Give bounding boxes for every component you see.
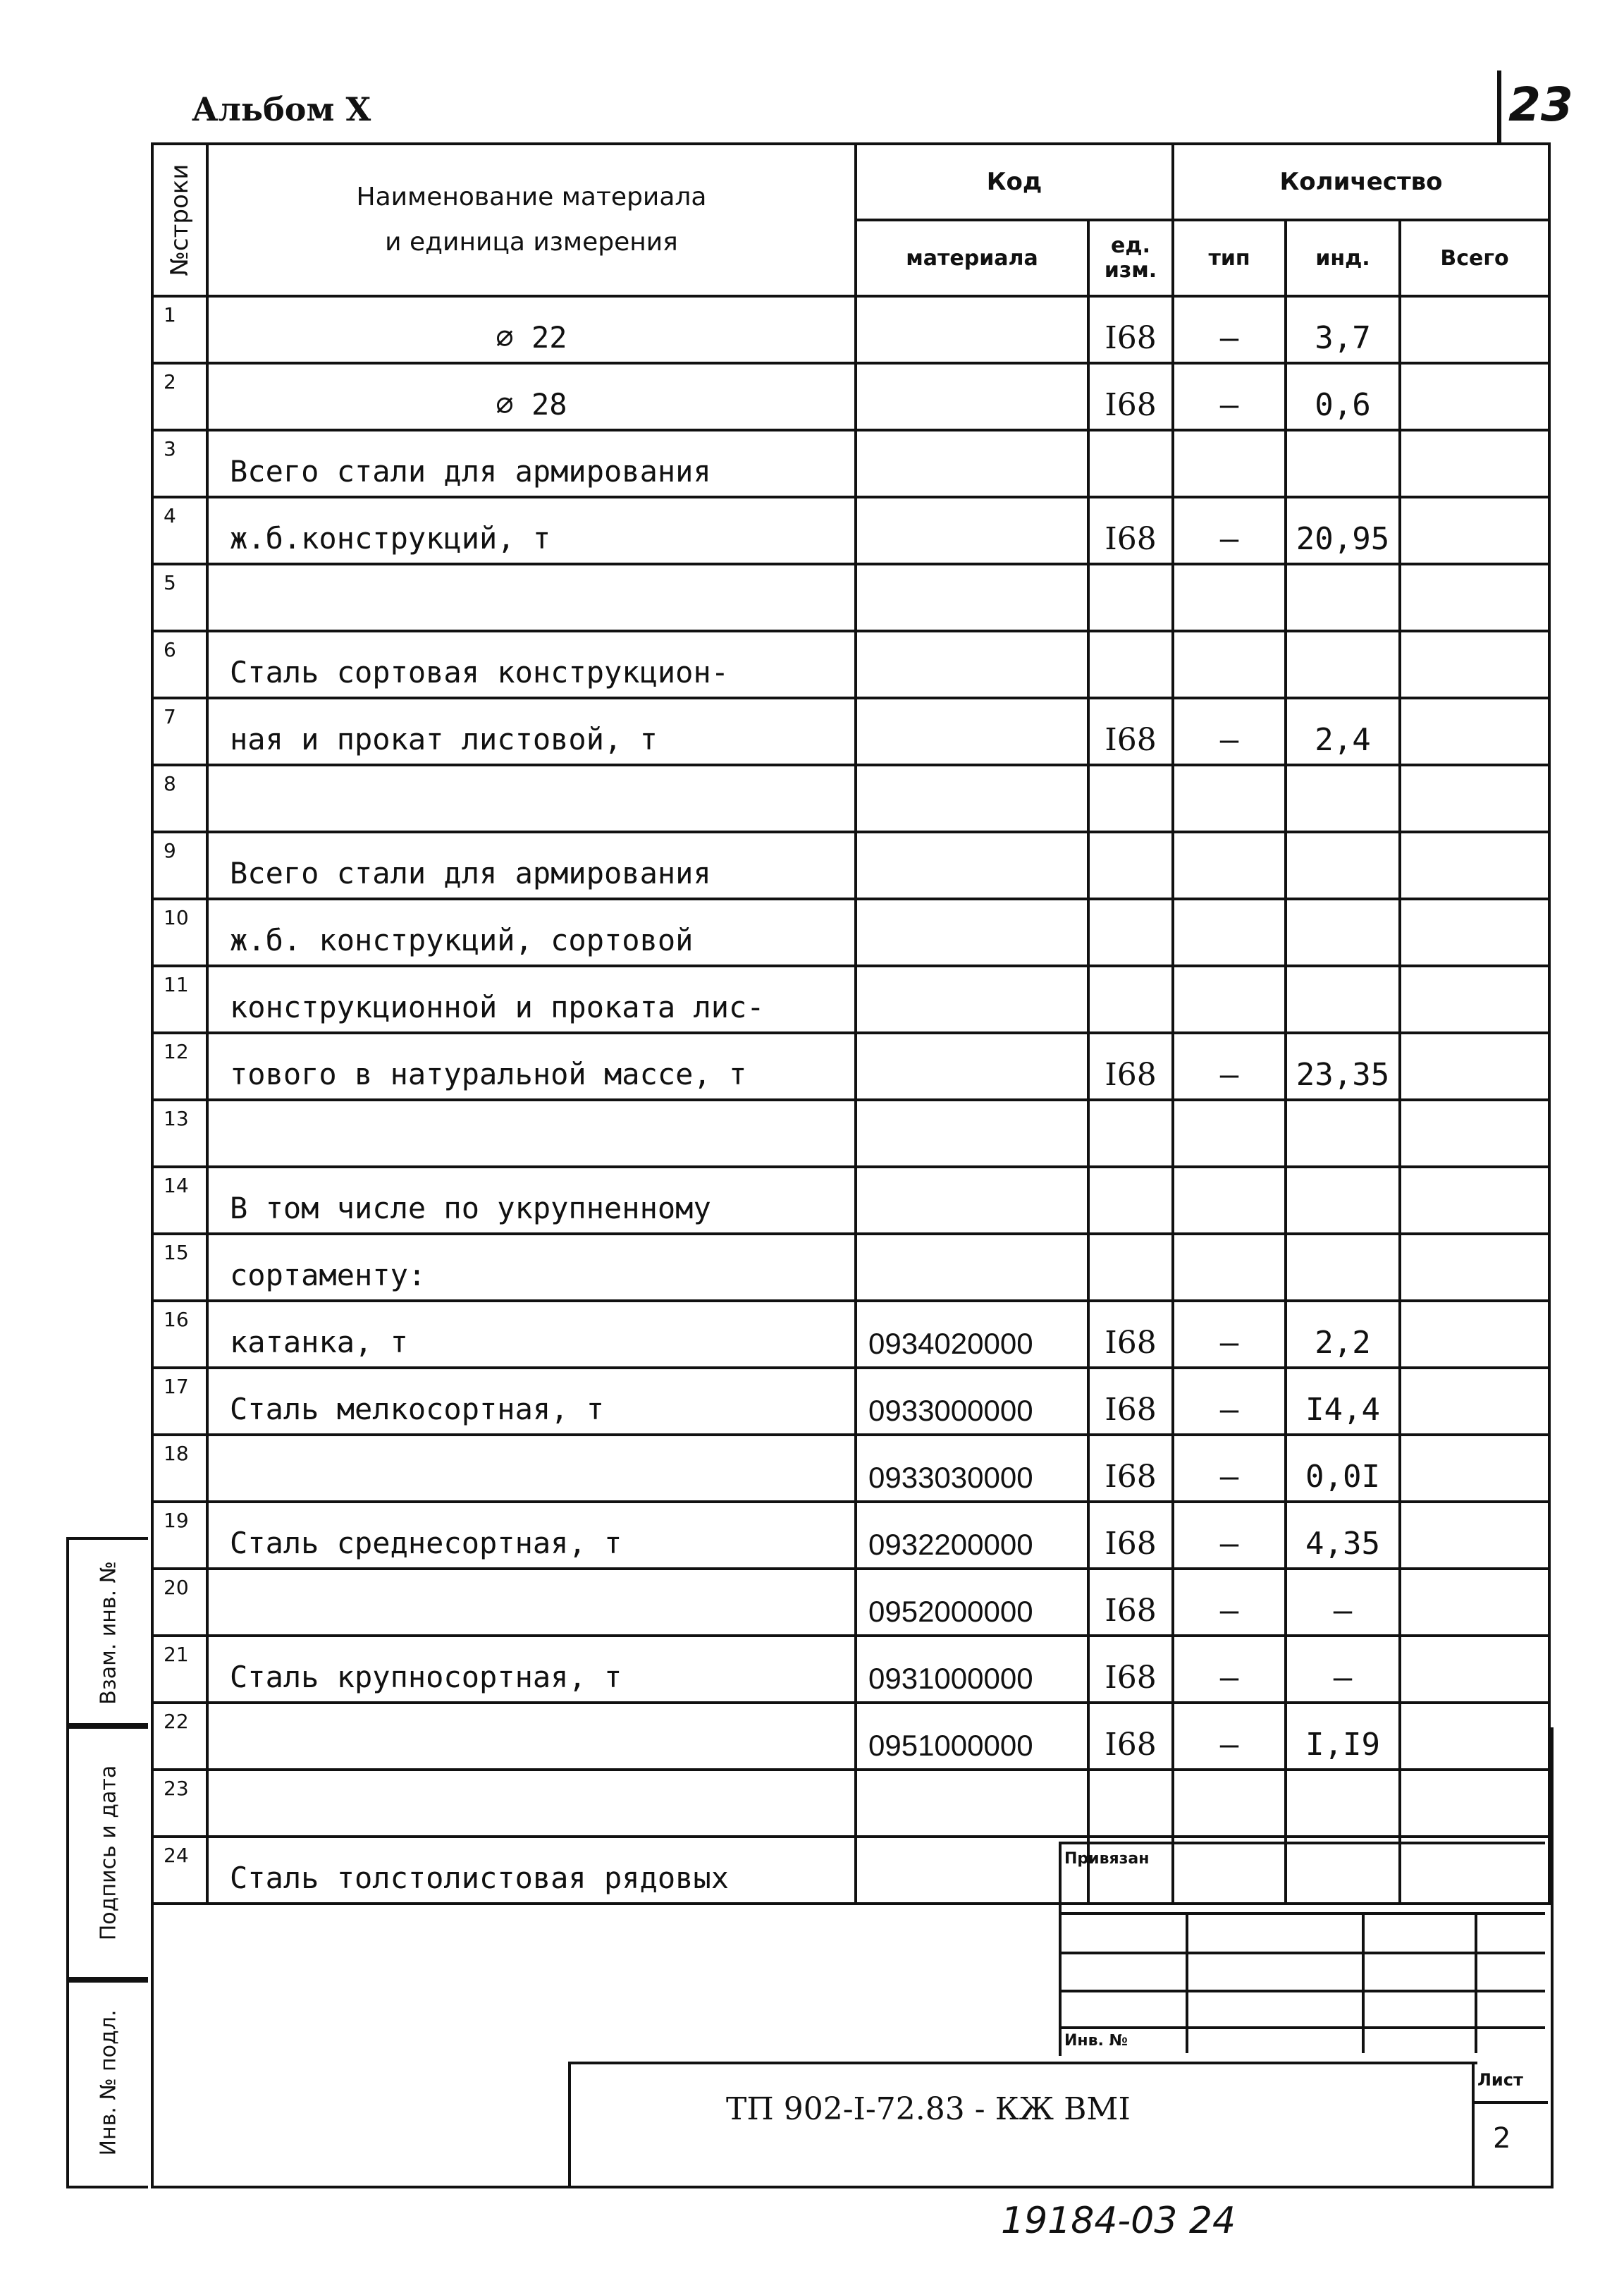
row-material-code: 0934020000 — [856, 1301, 1088, 1368]
row-total — [1400, 631, 1549, 698]
row-type — [1173, 765, 1286, 832]
row-type: – — [1173, 1033, 1286, 1100]
row-name: ная и прокат листовой, т — [207, 698, 856, 765]
row-total — [1400, 430, 1549, 497]
row-material-code — [856, 430, 1088, 497]
sheet-label: Лист — [1477, 2070, 1523, 2090]
row-total — [1400, 1100, 1549, 1167]
header-qty-group: Количество — [1173, 144, 1549, 220]
row-unit: I68 — [1088, 1703, 1173, 1770]
header-name-line2: и единица измерения — [385, 228, 678, 257]
table-row — [152, 698, 1549, 765]
row-unit: I68 — [1088, 1033, 1173, 1100]
row-material-code: 0952000000 — [856, 1569, 1088, 1636]
row-type — [1173, 1167, 1286, 1234]
table-row — [152, 1569, 1549, 1636]
row-ind: 2,2 — [1286, 1301, 1400, 1368]
table-row — [152, 899, 1549, 966]
row-number: 24 — [152, 1837, 207, 1904]
row-material-code — [856, 497, 1088, 564]
row-total — [1400, 698, 1549, 765]
row-name: конструкционной и проката лис- — [207, 966, 856, 1033]
document-code: ТП 902-I-72.83 - КЖ ВМI — [726, 2091, 1131, 2127]
row-number: 14 — [152, 1167, 207, 1234]
row-name: Всего стали для армирования — [207, 430, 856, 497]
row-number: 10 — [152, 899, 207, 966]
row-name — [207, 1100, 856, 1167]
row-unit — [1088, 1100, 1173, 1167]
row-total — [1400, 1301, 1549, 1368]
row-unit — [1088, 899, 1173, 966]
row-ind: – — [1286, 1636, 1400, 1703]
row-type — [1173, 899, 1286, 966]
stamp-vline — [1362, 1912, 1365, 2053]
header-name-line1: Наименование материала — [356, 183, 707, 212]
row-type: – — [1173, 1636, 1286, 1703]
side-cell-podpis — [66, 1723, 148, 1983]
row-ind: 0,0I — [1286, 1435, 1400, 1502]
row-type — [1173, 1234, 1286, 1301]
row-ind — [1286, 1234, 1400, 1301]
row-total — [1400, 1234, 1549, 1301]
row-total — [1400, 832, 1549, 899]
row-ind — [1286, 832, 1400, 899]
row-number: 6 — [152, 631, 207, 698]
row-total — [1400, 296, 1549, 363]
row-total — [1400, 765, 1549, 832]
row-name: Сталь среднесортная, т — [207, 1502, 856, 1569]
row-ind — [1286, 631, 1400, 698]
row-name: сортаменту: — [207, 1234, 856, 1301]
row-name: ∅ 22 — [207, 296, 856, 363]
row-material-code — [856, 966, 1088, 1033]
row-ind: 2,4 — [1286, 698, 1400, 765]
row-unit — [1088, 765, 1173, 832]
row-number: 7 — [152, 698, 207, 765]
table-row — [152, 296, 1549, 363]
row-number: 11 — [152, 966, 207, 1033]
row-total — [1400, 564, 1549, 631]
row-material-code: 0951000000 — [856, 1703, 1088, 1770]
side-label-podpis: Подпись и дата — [96, 1765, 121, 1941]
table-row — [152, 765, 1549, 832]
table-row — [152, 430, 1549, 497]
binding-stamp — [1059, 1842, 1548, 2062]
stamp-line — [1059, 1952, 1545, 1954]
row-type: – — [1173, 1703, 1286, 1770]
table-row — [152, 1636, 1549, 1703]
row-ind — [1286, 1100, 1400, 1167]
row-unit: I68 — [1088, 698, 1173, 765]
side-cell-vzam — [66, 1537, 148, 1729]
stamp-vline — [1475, 1912, 1477, 2053]
row-unit — [1088, 966, 1173, 1033]
row-material-code: 0932200000 — [856, 1502, 1088, 1569]
stamp-line — [1059, 2026, 1545, 2029]
row-material-code: 0931000000 — [856, 1636, 1088, 1703]
row-number: 3 — [152, 430, 207, 497]
row-number: 1 — [152, 296, 207, 363]
header-rownum-label: №строки — [166, 164, 194, 276]
row-ind: I,I9 — [1286, 1703, 1400, 1770]
row-ind: 20,95 — [1286, 497, 1400, 564]
row-total — [1400, 1033, 1549, 1100]
stamp-outline — [1059, 1842, 1545, 2056]
row-material-code — [856, 1033, 1088, 1100]
row-number: 18 — [152, 1435, 207, 1502]
row-type — [1173, 832, 1286, 899]
row-unit — [1088, 832, 1173, 899]
row-number: 9 — [152, 832, 207, 899]
row-material-code: 0933030000 — [856, 1435, 1088, 1502]
row-total — [1400, 966, 1549, 1033]
row-material-code — [856, 1100, 1088, 1167]
table-row — [152, 564, 1549, 631]
row-total — [1400, 1435, 1549, 1502]
row-name — [207, 1435, 856, 1502]
row-ind: 0,6 — [1286, 363, 1400, 430]
row-unit: I68 — [1088, 296, 1173, 363]
side-label-inv: Инв. № подл. — [96, 2009, 121, 2156]
table-row — [152, 1033, 1549, 1100]
row-total — [1400, 497, 1549, 564]
side-label-vzam: Взам. инв. № — [96, 1561, 121, 1705]
row-number: 15 — [152, 1234, 207, 1301]
row-material-code — [856, 296, 1088, 363]
stamp-privyazan: Привязан — [1064, 1850, 1150, 1868]
row-ind — [1286, 564, 1400, 631]
row-name: Всего стали для армирования — [207, 832, 856, 899]
row-total — [1400, 1636, 1549, 1703]
row-number: 4 — [152, 497, 207, 564]
sheet-divider — [1472, 2101, 1548, 2104]
row-name: В том числе по укрупненному — [207, 1167, 856, 1234]
row-total — [1400, 363, 1549, 430]
row-ind — [1286, 966, 1400, 1033]
row-ind — [1286, 430, 1400, 497]
stamp-line — [1059, 1990, 1545, 1992]
row-name — [207, 1569, 856, 1636]
row-unit — [1088, 1234, 1173, 1301]
row-material-code — [856, 631, 1088, 698]
row-number: 23 — [152, 1770, 207, 1837]
table-row — [152, 1368, 1549, 1435]
table-row — [152, 363, 1549, 430]
row-type: – — [1173, 497, 1286, 564]
row-unit — [1088, 564, 1173, 631]
row-type: – — [1173, 698, 1286, 765]
row-total — [1400, 1502, 1549, 1569]
row-type — [1173, 631, 1286, 698]
row-name — [207, 564, 856, 631]
table-row — [152, 832, 1549, 899]
row-number: 22 — [152, 1703, 207, 1770]
table-row — [152, 1234, 1549, 1301]
row-type: – — [1173, 363, 1286, 430]
row-material-code — [856, 363, 1088, 430]
table-row — [152, 631, 1549, 698]
row-unit: I68 — [1088, 497, 1173, 564]
album-title: Альбом X — [192, 90, 371, 128]
row-type — [1173, 430, 1286, 497]
row-unit: I68 — [1088, 363, 1173, 430]
row-material-code — [856, 698, 1088, 765]
row-total — [1400, 1368, 1549, 1435]
row-type: – — [1173, 1569, 1286, 1636]
row-type: – — [1173, 1368, 1286, 1435]
stamp-vline — [1186, 1912, 1188, 2053]
row-ind: I4,4 — [1286, 1368, 1400, 1435]
row-name: Сталь толстолистовая рядовых — [207, 1837, 856, 1904]
row-name: ж.б. конструкций, сортовой — [207, 899, 856, 966]
table-row — [152, 1301, 1549, 1368]
row-number: 21 — [152, 1636, 207, 1703]
row-ind — [1286, 1167, 1400, 1234]
side-cell-inv — [66, 1977, 148, 2188]
materials-table — [151, 142, 1551, 1905]
sheet-number: 2 — [1493, 2122, 1511, 2155]
row-material-code: 0933000000 — [856, 1368, 1088, 1435]
row-ind: 4,35 — [1286, 1502, 1400, 1569]
row-type: – — [1173, 296, 1286, 363]
row-name: Сталь мелкосортная, т — [207, 1368, 856, 1435]
row-material-code — [856, 1167, 1088, 1234]
row-number: 20 — [152, 1569, 207, 1636]
row-ind — [1286, 765, 1400, 832]
row-ind: – — [1286, 1569, 1400, 1636]
row-unit: I68 — [1088, 1569, 1173, 1636]
row-material-code — [856, 1234, 1088, 1301]
row-unit: I68 — [1088, 1368, 1173, 1435]
stamp-line — [1059, 1912, 1545, 1915]
row-unit — [1088, 1167, 1173, 1234]
row-number: 16 — [152, 1301, 207, 1368]
row-number: 17 — [152, 1368, 207, 1435]
row-unit — [1088, 430, 1173, 497]
row-type: – — [1173, 1435, 1286, 1502]
header-material-code: материала — [856, 220, 1088, 296]
row-total — [1400, 1569, 1549, 1636]
header-unit: ед. изм. — [1088, 220, 1173, 296]
header-rownum — [152, 144, 207, 296]
header-ind: инд. — [1286, 220, 1400, 296]
page-number-bar — [1497, 71, 1501, 142]
row-type — [1173, 1100, 1286, 1167]
stamp-inv-no: Инв. № — [1064, 2032, 1128, 2050]
row-name: катанка, т — [207, 1301, 856, 1368]
row-number: 8 — [152, 765, 207, 832]
row-material-code — [856, 765, 1088, 832]
row-type — [1173, 966, 1286, 1033]
row-number: 19 — [152, 1502, 207, 1569]
row-unit: I68 — [1088, 1502, 1173, 1569]
page-number: 23 — [1508, 78, 1573, 132]
row-type: – — [1173, 1502, 1286, 1569]
header-name — [207, 144, 856, 296]
row-name: ж.б.конструкций, т — [207, 497, 856, 564]
row-total — [1400, 899, 1549, 966]
row-type — [1173, 564, 1286, 631]
row-name: Сталь крупносортная, т — [207, 1636, 856, 1703]
header-total: Всего — [1400, 220, 1549, 296]
row-name: тового в натуральной массе, т — [207, 1033, 856, 1100]
row-unit: I68 — [1088, 1636, 1173, 1703]
table-row — [152, 1167, 1549, 1234]
table-row — [152, 966, 1549, 1033]
row-type: – — [1173, 1301, 1286, 1368]
row-ind — [1286, 899, 1400, 966]
table-row — [152, 1502, 1549, 1569]
row-unit — [1088, 631, 1173, 698]
row-material-code — [856, 899, 1088, 966]
row-ind: 23,35 — [1286, 1033, 1400, 1100]
table-row — [152, 497, 1549, 564]
row-total — [1400, 1167, 1549, 1234]
row-number: 13 — [152, 1100, 207, 1167]
row-name: ∅ 28 — [207, 363, 856, 430]
row-unit: I68 — [1088, 1301, 1173, 1368]
table-row — [152, 1100, 1549, 1167]
header-code-group: Код — [856, 144, 1173, 220]
row-material-code — [856, 564, 1088, 631]
row-number: 12 — [152, 1033, 207, 1100]
row-unit: I68 — [1088, 1435, 1173, 1502]
table-row — [152, 1435, 1549, 1502]
handwritten-archive-number: 19184-03 24 — [1001, 2200, 1236, 2242]
row-material-code — [856, 832, 1088, 899]
side-stamp-strip — [66, 1537, 148, 2186]
row-number: 2 — [152, 363, 207, 430]
header-type: тип — [1173, 220, 1286, 296]
row-number: 5 — [152, 564, 207, 631]
row-ind: 3,7 — [1286, 296, 1400, 363]
row-name: Сталь сортовая конструкцион- — [207, 631, 856, 698]
row-name — [207, 765, 856, 832]
